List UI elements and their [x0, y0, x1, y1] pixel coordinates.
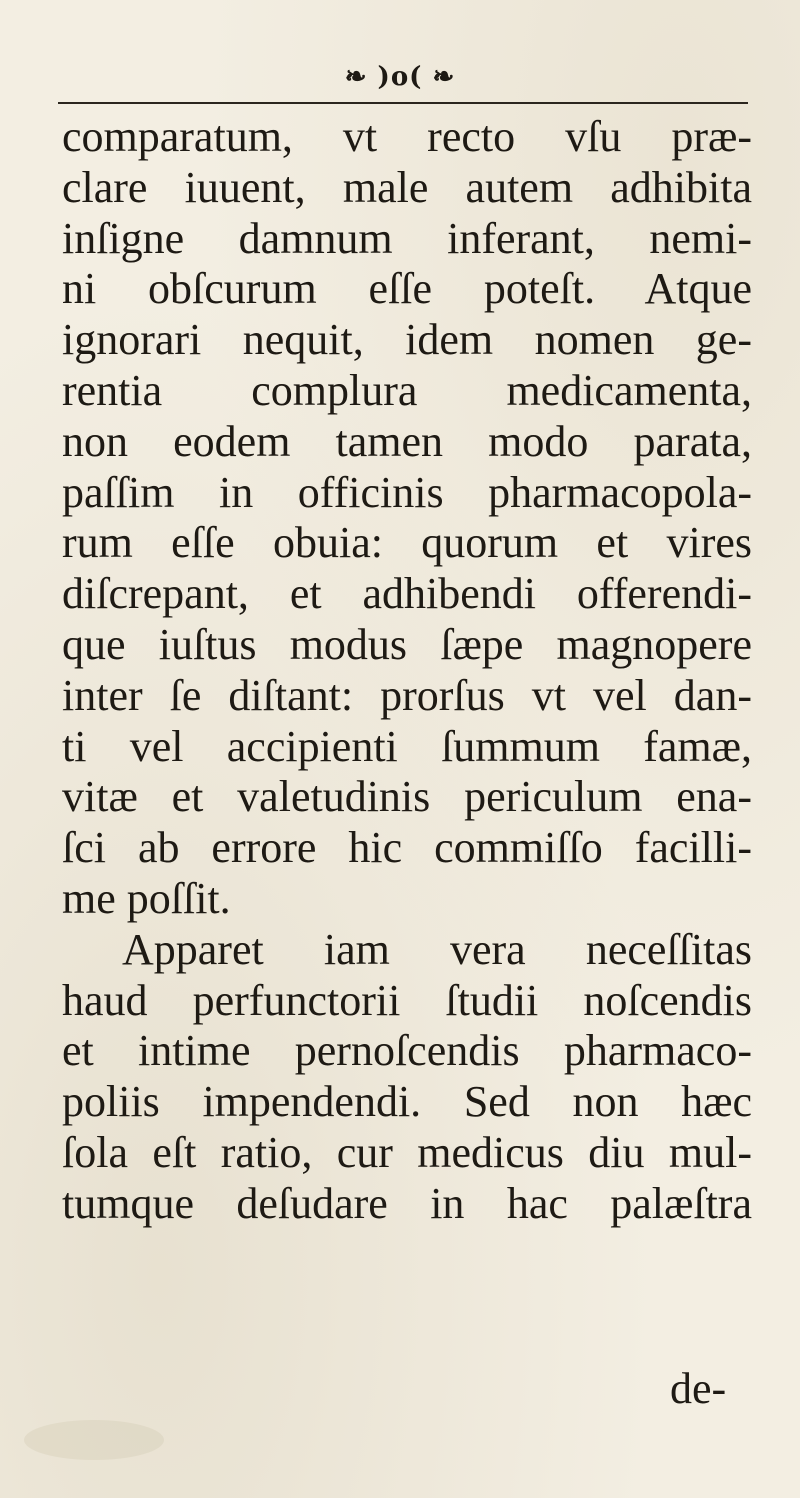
ornamental-headpiece: ❧ )o( ❧ — [344, 62, 456, 92]
text-line: ſola eſt ratio, cur medicus diu mul- — [62, 1127, 752, 1177]
text-line: inſigne damnum inferant, nemi- — [62, 213, 752, 263]
text-line: rentia complura medicamenta, — [62, 365, 752, 415]
text-line: ignorari nequit, idem nomen ge- — [62, 315, 752, 365]
text-line: vitæ et valetudinis periculum ena- — [62, 772, 752, 822]
text-line: paſſim in officinis pharmacopola- — [62, 467, 752, 517]
text-line: rum eſſe obuia: quorum et vires — [62, 518, 752, 568]
paper-stain — [24, 1420, 164, 1460]
text-line: et intime pernoſcendis pharmaco- — [62, 1026, 752, 1076]
body-text — [62, 112, 752, 1230]
text-line: non eodem tamen modo parata, — [62, 416, 752, 466]
header-rule — [58, 102, 748, 104]
text-line: diſcrepant, et adhibendi offerendi- — [62, 569, 752, 619]
text-line: ni obſcurum eſſe poteſt. Atque — [62, 264, 752, 314]
text-line: ti vel accipienti ſummum famæ, — [62, 721, 752, 771]
text-line: haud perfunctorii ſtudii noſcendis — [62, 975, 752, 1025]
text-line: inter ſe diſtant: prorſus vt vel dan- — [62, 670, 752, 720]
text-line: me poſſit. — [62, 873, 231, 923]
text-line: que iuſtus modus ſæpe magnopere — [62, 619, 752, 669]
catchword: de- — [670, 1364, 727, 1413]
text-line: poliis impendendi. Sed non hæc — [62, 1077, 752, 1127]
text-line: clare iuuent, male autem adhibita — [62, 162, 752, 212]
text-line: comparatum, vt recto vſu præ- — [62, 112, 752, 161]
text-line: ſci ab errore hic commiſſo facilli- — [62, 823, 752, 873]
paragraph-first-line: Apparet iam vera neceſſitas — [122, 924, 752, 974]
text-line: tumque deſudare in hac palæſtra — [62, 1178, 752, 1228]
